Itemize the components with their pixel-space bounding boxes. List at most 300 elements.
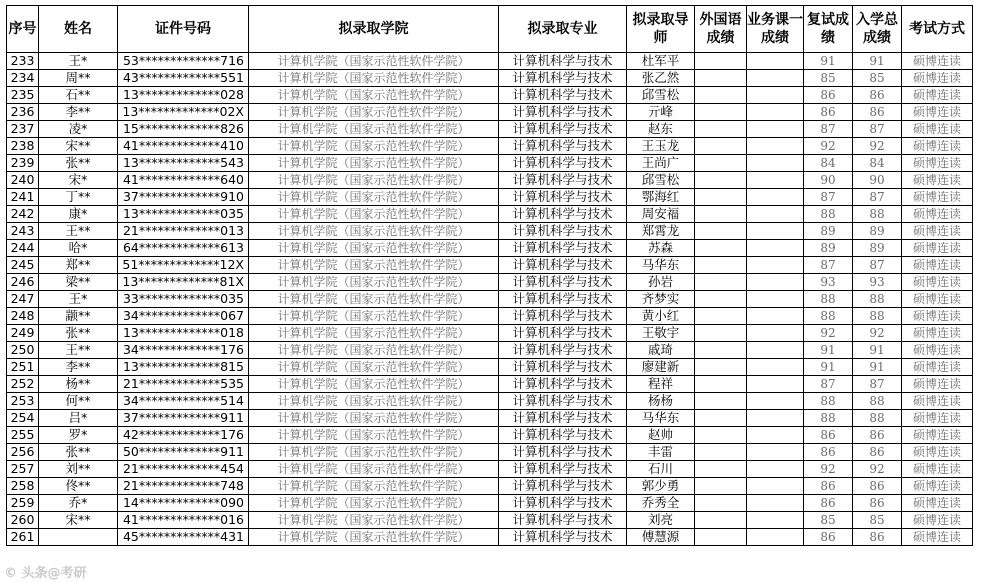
cell-seq: 243 xyxy=(7,223,39,240)
cell-retest-score: 92 xyxy=(804,461,853,478)
cell-major: 计算机科学与技术 xyxy=(499,240,627,257)
cell-id-number: 45*************431 xyxy=(118,529,249,546)
cell-business-course-score xyxy=(747,104,804,121)
cell-retest-score: 92 xyxy=(804,138,853,155)
cell-business-course-score xyxy=(747,376,804,393)
cell-business-course-score xyxy=(747,512,804,529)
cell-total-score: 91 xyxy=(853,53,902,70)
cell-foreign-language-score xyxy=(695,325,747,342)
cell-exam-method: 硕博连读 xyxy=(902,410,973,427)
cell-name: 乔* xyxy=(39,495,118,512)
cell-id-number: 13*************028 xyxy=(118,87,249,104)
cell-business-course-score xyxy=(747,342,804,359)
cell-exam-method: 硕博连读 xyxy=(902,121,973,138)
cell-major: 计算机科学与技术 xyxy=(499,461,627,478)
cell-exam-method: 硕博连读 xyxy=(902,257,973,274)
cell-name: 丁** xyxy=(39,189,118,206)
cell-business-course-score xyxy=(747,308,804,325)
table-row xyxy=(7,512,973,529)
cell-foreign-language-score xyxy=(695,87,747,104)
cell-college: 计算机学院（国家示范性软件学院） xyxy=(249,427,499,444)
cell-seq: 238 xyxy=(7,138,39,155)
cell-id-number: 50*************911 xyxy=(118,444,249,461)
cell-advisor: 郭少勇 xyxy=(627,478,695,495)
cell-seq: 247 xyxy=(7,291,39,308)
cell-id-number: 34*************176 xyxy=(118,342,249,359)
header-foreign-language-score: 外国语成绩 xyxy=(695,6,747,53)
cell-exam-method: 硕博连读 xyxy=(902,240,973,257)
cell-exam-method: 硕博连读 xyxy=(902,189,973,206)
header-college: 拟录取学院 xyxy=(249,6,499,53)
cell-business-course-score xyxy=(747,206,804,223)
cell-major: 计算机科学与技术 xyxy=(499,223,627,240)
cell-total-score: 87 xyxy=(853,121,902,138)
cell-college: 计算机学院（国家示范性软件学院） xyxy=(249,104,499,121)
cell-advisor: 邱雪松 xyxy=(627,172,695,189)
cell-major: 计算机科学与技术 xyxy=(499,206,627,223)
table-row xyxy=(7,121,973,138)
cell-major: 计算机科学与技术 xyxy=(499,376,627,393)
cell-advisor: 苏森 xyxy=(627,240,695,257)
cell-advisor: 王敬宇 xyxy=(627,325,695,342)
cell-id-number: 21*************454 xyxy=(118,461,249,478)
table-row xyxy=(7,308,973,325)
cell-id-number: 13*************81X xyxy=(118,274,249,291)
cell-id-number: 37*************910 xyxy=(118,189,249,206)
cell-college: 计算机学院（国家示范性软件学院） xyxy=(249,325,499,342)
cell-major: 计算机科学与技术 xyxy=(499,359,627,376)
cell-retest-score: 86 xyxy=(804,495,853,512)
cell-exam-method: 硕博连读 xyxy=(902,529,973,546)
cell-advisor: 孙岩 xyxy=(627,274,695,291)
header-seq: 序号 xyxy=(7,6,39,53)
cell-advisor: 周安福 xyxy=(627,206,695,223)
cell-advisor: 亓峰 xyxy=(627,104,695,121)
cell-retest-score: 88 xyxy=(804,410,853,427)
cell-advisor: 赵帅 xyxy=(627,427,695,444)
cell-id-number: 37*************911 xyxy=(118,410,249,427)
cell-seq: 235 xyxy=(7,87,39,104)
cell-major: 计算机科学与技术 xyxy=(499,410,627,427)
cell-advisor: 王玉龙 xyxy=(627,138,695,155)
cell-college: 计算机学院（国家示范性软件学院） xyxy=(249,376,499,393)
cell-college: 计算机学院（国家示范性软件学院） xyxy=(249,461,499,478)
cell-foreign-language-score xyxy=(695,308,747,325)
cell-total-score: 85 xyxy=(853,512,902,529)
cell-id-number: 41*************016 xyxy=(118,512,249,529)
cell-college: 计算机学院（国家示范性软件学院） xyxy=(249,53,499,70)
cell-seq: 252 xyxy=(7,376,39,393)
cell-seq: 259 xyxy=(7,495,39,512)
cell-id-number: 41*************410 xyxy=(118,138,249,155)
cell-college: 计算机学院（国家示范性软件学院） xyxy=(249,410,499,427)
cell-major: 计算机科学与技术 xyxy=(499,427,627,444)
cell-retest-score: 86 xyxy=(804,478,853,495)
header-advisor: 拟录取导师 xyxy=(627,6,695,53)
cell-business-course-score xyxy=(747,529,804,546)
cell-college: 计算机学院（国家示范性软件学院） xyxy=(249,240,499,257)
cell-name: 李** xyxy=(39,359,118,376)
cell-id-number: 21*************013 xyxy=(118,223,249,240)
cell-id-number: 34*************514 xyxy=(118,393,249,410)
cell-seq: 249 xyxy=(7,325,39,342)
cell-id-number: 13*************035 xyxy=(118,206,249,223)
cell-foreign-language-score xyxy=(695,53,747,70)
cell-major: 计算机科学与技术 xyxy=(499,104,627,121)
cell-retest-score: 85 xyxy=(804,512,853,529)
table-row xyxy=(7,393,973,410)
cell-exam-method: 硕博连读 xyxy=(902,308,973,325)
cell-seq: 257 xyxy=(7,461,39,478)
cell-business-course-score xyxy=(747,291,804,308)
cell-advisor: 杜军平 xyxy=(627,53,695,70)
cell-advisor: 张乙然 xyxy=(627,70,695,87)
cell-business-course-score xyxy=(747,359,804,376)
cell-major: 计算机科学与技术 xyxy=(499,308,627,325)
table-row xyxy=(7,444,973,461)
header-row xyxy=(7,6,973,53)
table-row xyxy=(7,274,973,291)
cell-retest-score: 86 xyxy=(804,427,853,444)
cell-exam-method: 硕博连读 xyxy=(902,223,973,240)
cell-seq: 245 xyxy=(7,257,39,274)
cell-foreign-language-score xyxy=(695,495,747,512)
cell-advisor: 傅慧源 xyxy=(627,529,695,546)
cell-name: 王* xyxy=(39,291,118,308)
cell-college: 计算机学院（国家示范性软件学院） xyxy=(249,291,499,308)
cell-advisor: 黄小红 xyxy=(627,308,695,325)
cell-exam-method: 硕博连读 xyxy=(902,359,973,376)
cell-advisor: 刘亮 xyxy=(627,512,695,529)
cell-id-number: 14*************090 xyxy=(118,495,249,512)
cell-exam-method: 硕博连读 xyxy=(902,53,973,70)
cell-advisor: 郑霄龙 xyxy=(627,223,695,240)
cell-name: 张** xyxy=(39,444,118,461)
cell-college: 计算机学院（国家示范性软件学院） xyxy=(249,495,499,512)
cell-total-score: 86 xyxy=(853,495,902,512)
cell-seq: 236 xyxy=(7,104,39,121)
cell-foreign-language-score xyxy=(695,240,747,257)
cell-retest-score: 91 xyxy=(804,53,853,70)
cell-exam-method: 硕博连读 xyxy=(902,342,973,359)
table-row xyxy=(7,87,973,104)
cell-retest-score: 92 xyxy=(804,325,853,342)
cell-total-score: 88 xyxy=(853,291,902,308)
cell-college: 计算机学院（国家示范性软件学院） xyxy=(249,308,499,325)
cell-business-course-score xyxy=(747,427,804,444)
cell-name: 李** xyxy=(39,104,118,121)
cell-advisor: 石川 xyxy=(627,461,695,478)
cell-total-score: 87 xyxy=(853,257,902,274)
cell-foreign-language-score xyxy=(695,529,747,546)
table-row xyxy=(7,155,973,172)
cell-exam-method: 硕博连读 xyxy=(902,478,973,495)
cell-seq: 244 xyxy=(7,240,39,257)
cell-name: 王** xyxy=(39,342,118,359)
cell-total-score: 88 xyxy=(853,410,902,427)
cell-college: 计算机学院（国家示范性软件学院） xyxy=(249,478,499,495)
cell-name xyxy=(39,529,118,546)
cell-name: 颛** xyxy=(39,308,118,325)
cell-college: 计算机学院（国家示范性软件学院） xyxy=(249,155,499,172)
cell-seq: 256 xyxy=(7,444,39,461)
cell-major: 计算机科学与技术 xyxy=(499,189,627,206)
cell-retest-score: 86 xyxy=(804,87,853,104)
cell-seq: 239 xyxy=(7,155,39,172)
cell-major: 计算机科学与技术 xyxy=(499,444,627,461)
cell-name: 周** xyxy=(39,70,118,87)
cell-foreign-language-score xyxy=(695,206,747,223)
table-row xyxy=(7,70,973,87)
cell-business-course-score xyxy=(747,257,804,274)
cell-id-number: 33*************035 xyxy=(118,291,249,308)
cell-total-score: 90 xyxy=(853,172,902,189)
cell-business-course-score xyxy=(747,121,804,138)
cell-business-course-score xyxy=(747,223,804,240)
cell-retest-score: 85 xyxy=(804,70,853,87)
cell-major: 计算机科学与技术 xyxy=(499,257,627,274)
table-row xyxy=(7,427,973,444)
cell-name: 郑** xyxy=(39,257,118,274)
cell-name: 哈* xyxy=(39,240,118,257)
cell-name: 宋* xyxy=(39,172,118,189)
table-row xyxy=(7,359,973,376)
table-row xyxy=(7,257,973,274)
cell-foreign-language-score xyxy=(695,359,747,376)
cell-foreign-language-score xyxy=(695,291,747,308)
cell-business-course-score xyxy=(747,410,804,427)
cell-retest-score: 87 xyxy=(804,257,853,274)
cell-advisor: 丰雷 xyxy=(627,444,695,461)
cell-name: 王** xyxy=(39,223,118,240)
cell-id-number: 21*************748 xyxy=(118,478,249,495)
cell-major: 计算机科学与技术 xyxy=(499,138,627,155)
cell-exam-method: 硕博连读 xyxy=(902,325,973,342)
cell-total-score: 91 xyxy=(853,359,902,376)
cell-total-score: 86 xyxy=(853,104,902,121)
cell-id-number: 43*************551 xyxy=(118,70,249,87)
cell-retest-score: 90 xyxy=(804,172,853,189)
cell-total-score: 89 xyxy=(853,240,902,257)
table-row xyxy=(7,529,973,546)
cell-exam-method: 硕博连读 xyxy=(902,172,973,189)
cell-college: 计算机学院（国家示范性软件学院） xyxy=(249,206,499,223)
cell-advisor: 戚琦 xyxy=(627,342,695,359)
table-row xyxy=(7,53,973,70)
table-row xyxy=(7,325,973,342)
cell-foreign-language-score xyxy=(695,274,747,291)
cell-business-course-score xyxy=(747,155,804,172)
cell-id-number: 15*************826 xyxy=(118,121,249,138)
cell-foreign-language-score xyxy=(695,155,747,172)
cell-seq: 233 xyxy=(7,53,39,70)
header-exam-method: 考试方式 xyxy=(902,6,973,53)
cell-foreign-language-score xyxy=(695,70,747,87)
cell-retest-score: 88 xyxy=(804,291,853,308)
cell-foreign-language-score xyxy=(695,461,747,478)
table-row xyxy=(7,240,973,257)
cell-exam-method: 硕博连读 xyxy=(902,87,973,104)
cell-total-score: 91 xyxy=(853,342,902,359)
cell-college: 计算机学院（国家示范性软件学院） xyxy=(249,342,499,359)
cell-advisor: 鄂海红 xyxy=(627,189,695,206)
cell-seq: 253 xyxy=(7,393,39,410)
cell-major: 计算机科学与技术 xyxy=(499,274,627,291)
cell-exam-method: 硕博连读 xyxy=(902,444,973,461)
cell-name: 宋** xyxy=(39,512,118,529)
cell-foreign-language-score xyxy=(695,223,747,240)
table-row xyxy=(7,478,973,495)
cell-advisor: 廖建新 xyxy=(627,359,695,376)
cell-name: 何** xyxy=(39,393,118,410)
cell-total-score: 87 xyxy=(853,189,902,206)
cell-seq: 240 xyxy=(7,172,39,189)
cell-name: 张** xyxy=(39,155,118,172)
table-row xyxy=(7,291,973,308)
cell-major: 计算机科学与技术 xyxy=(499,512,627,529)
cell-business-course-score xyxy=(747,478,804,495)
cell-business-course-score xyxy=(747,138,804,155)
cell-name: 佟** xyxy=(39,478,118,495)
cell-college: 计算机学院（国家示范性软件学院） xyxy=(249,512,499,529)
cell-college: 计算机学院（国家示范性软件学院） xyxy=(249,70,499,87)
header-business-course-score: 业务课一成绩 xyxy=(747,6,804,53)
cell-total-score: 86 xyxy=(853,87,902,104)
cell-retest-score: 86 xyxy=(804,529,853,546)
cell-exam-method: 硕博连读 xyxy=(902,495,973,512)
cell-total-score: 88 xyxy=(853,393,902,410)
cell-foreign-language-score xyxy=(695,427,747,444)
cell-business-course-score xyxy=(747,87,804,104)
cell-retest-score: 93 xyxy=(804,274,853,291)
cell-major: 计算机科学与技术 xyxy=(499,529,627,546)
cell-foreign-language-score xyxy=(695,138,747,155)
cell-name: 康* xyxy=(39,206,118,223)
cell-advisor: 邱雪松 xyxy=(627,87,695,104)
cell-seq: 251 xyxy=(7,359,39,376)
cell-exam-method: 硕博连读 xyxy=(902,393,973,410)
cell-major: 计算机科学与技术 xyxy=(499,495,627,512)
cell-advisor: 齐梦实 xyxy=(627,291,695,308)
cell-foreign-language-score xyxy=(695,189,747,206)
cell-id-number: 13*************02X xyxy=(118,104,249,121)
cell-total-score: 85 xyxy=(853,70,902,87)
cell-retest-score: 86 xyxy=(804,104,853,121)
cell-college: 计算机学院（国家示范性软件学院） xyxy=(249,359,499,376)
cell-total-score: 86 xyxy=(853,427,902,444)
table-row xyxy=(7,376,973,393)
cell-business-course-score xyxy=(747,461,804,478)
cell-college: 计算机学院（国家示范性软件学院） xyxy=(249,274,499,291)
cell-business-course-score xyxy=(747,240,804,257)
header-name: 姓名 xyxy=(39,6,118,53)
cell-exam-method: 硕博连读 xyxy=(902,274,973,291)
cell-foreign-language-score xyxy=(695,444,747,461)
cell-college: 计算机学院（国家示范性软件学院） xyxy=(249,257,499,274)
cell-seq: 258 xyxy=(7,478,39,495)
cell-id-number: 34*************067 xyxy=(118,308,249,325)
cell-id-number: 64*************613 xyxy=(118,240,249,257)
table-row xyxy=(7,189,973,206)
cell-advisor: 赵东 xyxy=(627,121,695,138)
header-id-number: 证件号码 xyxy=(118,6,249,53)
cell-retest-score: 87 xyxy=(804,376,853,393)
cell-foreign-language-score xyxy=(695,104,747,121)
cell-major: 计算机科学与技术 xyxy=(499,87,627,104)
cell-retest-score: 88 xyxy=(804,393,853,410)
cell-exam-method: 硕博连读 xyxy=(902,427,973,444)
cell-seq: 254 xyxy=(7,410,39,427)
cell-retest-score: 88 xyxy=(804,206,853,223)
header-major: 拟录取专业 xyxy=(499,6,627,53)
admission-table-container xyxy=(6,5,973,546)
cell-foreign-language-score xyxy=(695,376,747,393)
cell-business-course-score xyxy=(747,53,804,70)
cell-total-score: 92 xyxy=(853,138,902,155)
cell-seq: 246 xyxy=(7,274,39,291)
cell-college: 计算机学院（国家示范性软件学院） xyxy=(249,529,499,546)
cell-business-course-score xyxy=(747,325,804,342)
table-row xyxy=(7,495,973,512)
cell-total-score: 93 xyxy=(853,274,902,291)
cell-college: 计算机学院（国家示范性软件学院） xyxy=(249,87,499,104)
cell-exam-method: 硕博连读 xyxy=(902,70,973,87)
cell-college: 计算机学院（国家示范性软件学院） xyxy=(249,172,499,189)
cell-major: 计算机科学与技术 xyxy=(499,155,627,172)
cell-major: 计算机科学与技术 xyxy=(499,342,627,359)
table-row xyxy=(7,104,973,121)
cell-major: 计算机科学与技术 xyxy=(499,478,627,495)
cell-id-number: 13*************543 xyxy=(118,155,249,172)
cell-advisor: 马华东 xyxy=(627,410,695,427)
table-row xyxy=(7,223,973,240)
cell-retest-score: 84 xyxy=(804,155,853,172)
cell-name: 凌* xyxy=(39,121,118,138)
cell-total-score: 87 xyxy=(853,376,902,393)
cell-major: 计算机科学与技术 xyxy=(499,291,627,308)
cell-advisor: 杨杨 xyxy=(627,393,695,410)
cell-exam-method: 硕博连读 xyxy=(902,206,973,223)
cell-id-number: 41*************640 xyxy=(118,172,249,189)
cell-college: 计算机学院（国家示范性软件学院） xyxy=(249,138,499,155)
header-retest-score: 复试成绩 xyxy=(804,6,853,53)
cell-foreign-language-score xyxy=(695,121,747,138)
cell-seq: 234 xyxy=(7,70,39,87)
cell-seq: 261 xyxy=(7,529,39,546)
cell-retest-score: 91 xyxy=(804,342,853,359)
cell-college: 计算机学院（国家示范性软件学院） xyxy=(249,121,499,138)
cell-seq: 260 xyxy=(7,512,39,529)
cell-foreign-language-score xyxy=(695,478,747,495)
cell-exam-method: 硕博连读 xyxy=(902,104,973,121)
cell-total-score: 88 xyxy=(853,308,902,325)
cell-major: 计算机科学与技术 xyxy=(499,70,627,87)
cell-foreign-language-score xyxy=(695,393,747,410)
cell-major: 计算机科学与技术 xyxy=(499,53,627,70)
cell-exam-method: 硕博连读 xyxy=(902,291,973,308)
cell-advisor: 程祥 xyxy=(627,376,695,393)
cell-seq: 242 xyxy=(7,206,39,223)
table-row xyxy=(7,342,973,359)
cell-total-score: 92 xyxy=(853,325,902,342)
cell-retest-score: 86 xyxy=(804,444,853,461)
cell-id-number: 13*************018 xyxy=(118,325,249,342)
cell-business-course-score xyxy=(747,172,804,189)
cell-name: 吕* xyxy=(39,410,118,427)
table-body xyxy=(7,53,973,546)
cell-name: 石** xyxy=(39,87,118,104)
cell-business-course-score xyxy=(747,393,804,410)
